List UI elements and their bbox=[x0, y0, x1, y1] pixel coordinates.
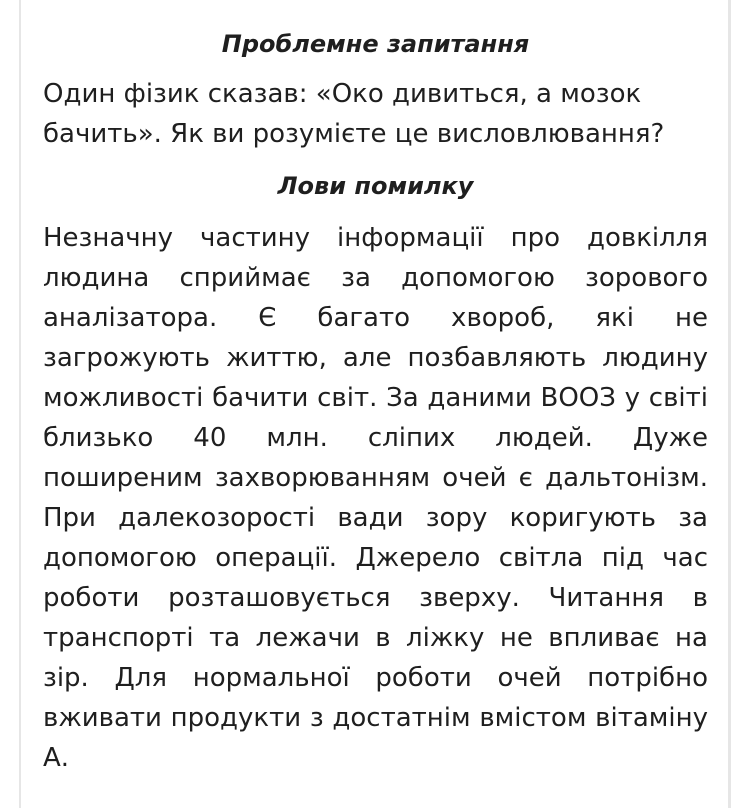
right-border bbox=[728, 0, 731, 808]
catch-the-mistake-text: Незначну частину інформації про довкілля людина сприймає за допомогою зорового аналізатора. Є багато хвороб, які не загрожують життю, але позбавляють людину можливості бачити світ. За даними ВООЗ у світі близько 40 млн. сліпих людей. Дуже поширеним захворюванням очей є дальтонізм. При далекозорості вади зору коригують за допомогою операції. Джерело світла під час роботи розташовується зверху. Читання в транспорті та лежачи в ліжку не впливає на зір. Для нормальної роботи очей потрібно вживати продукти з достатнім вмістом вітаміну А. bbox=[43, 223, 708, 773]
problem-question-heading: Проблемне запитання bbox=[221, 30, 530, 58]
left-border bbox=[19, 0, 21, 808]
document-content bbox=[43, 24, 708, 778]
problem-question-text: Один фізик сказав: «Око дивиться, а мозок бачить». Як ви розумієте це висловлювання? bbox=[43, 79, 665, 149]
catch-the-mistake-heading: Лови помилку bbox=[277, 172, 474, 200]
